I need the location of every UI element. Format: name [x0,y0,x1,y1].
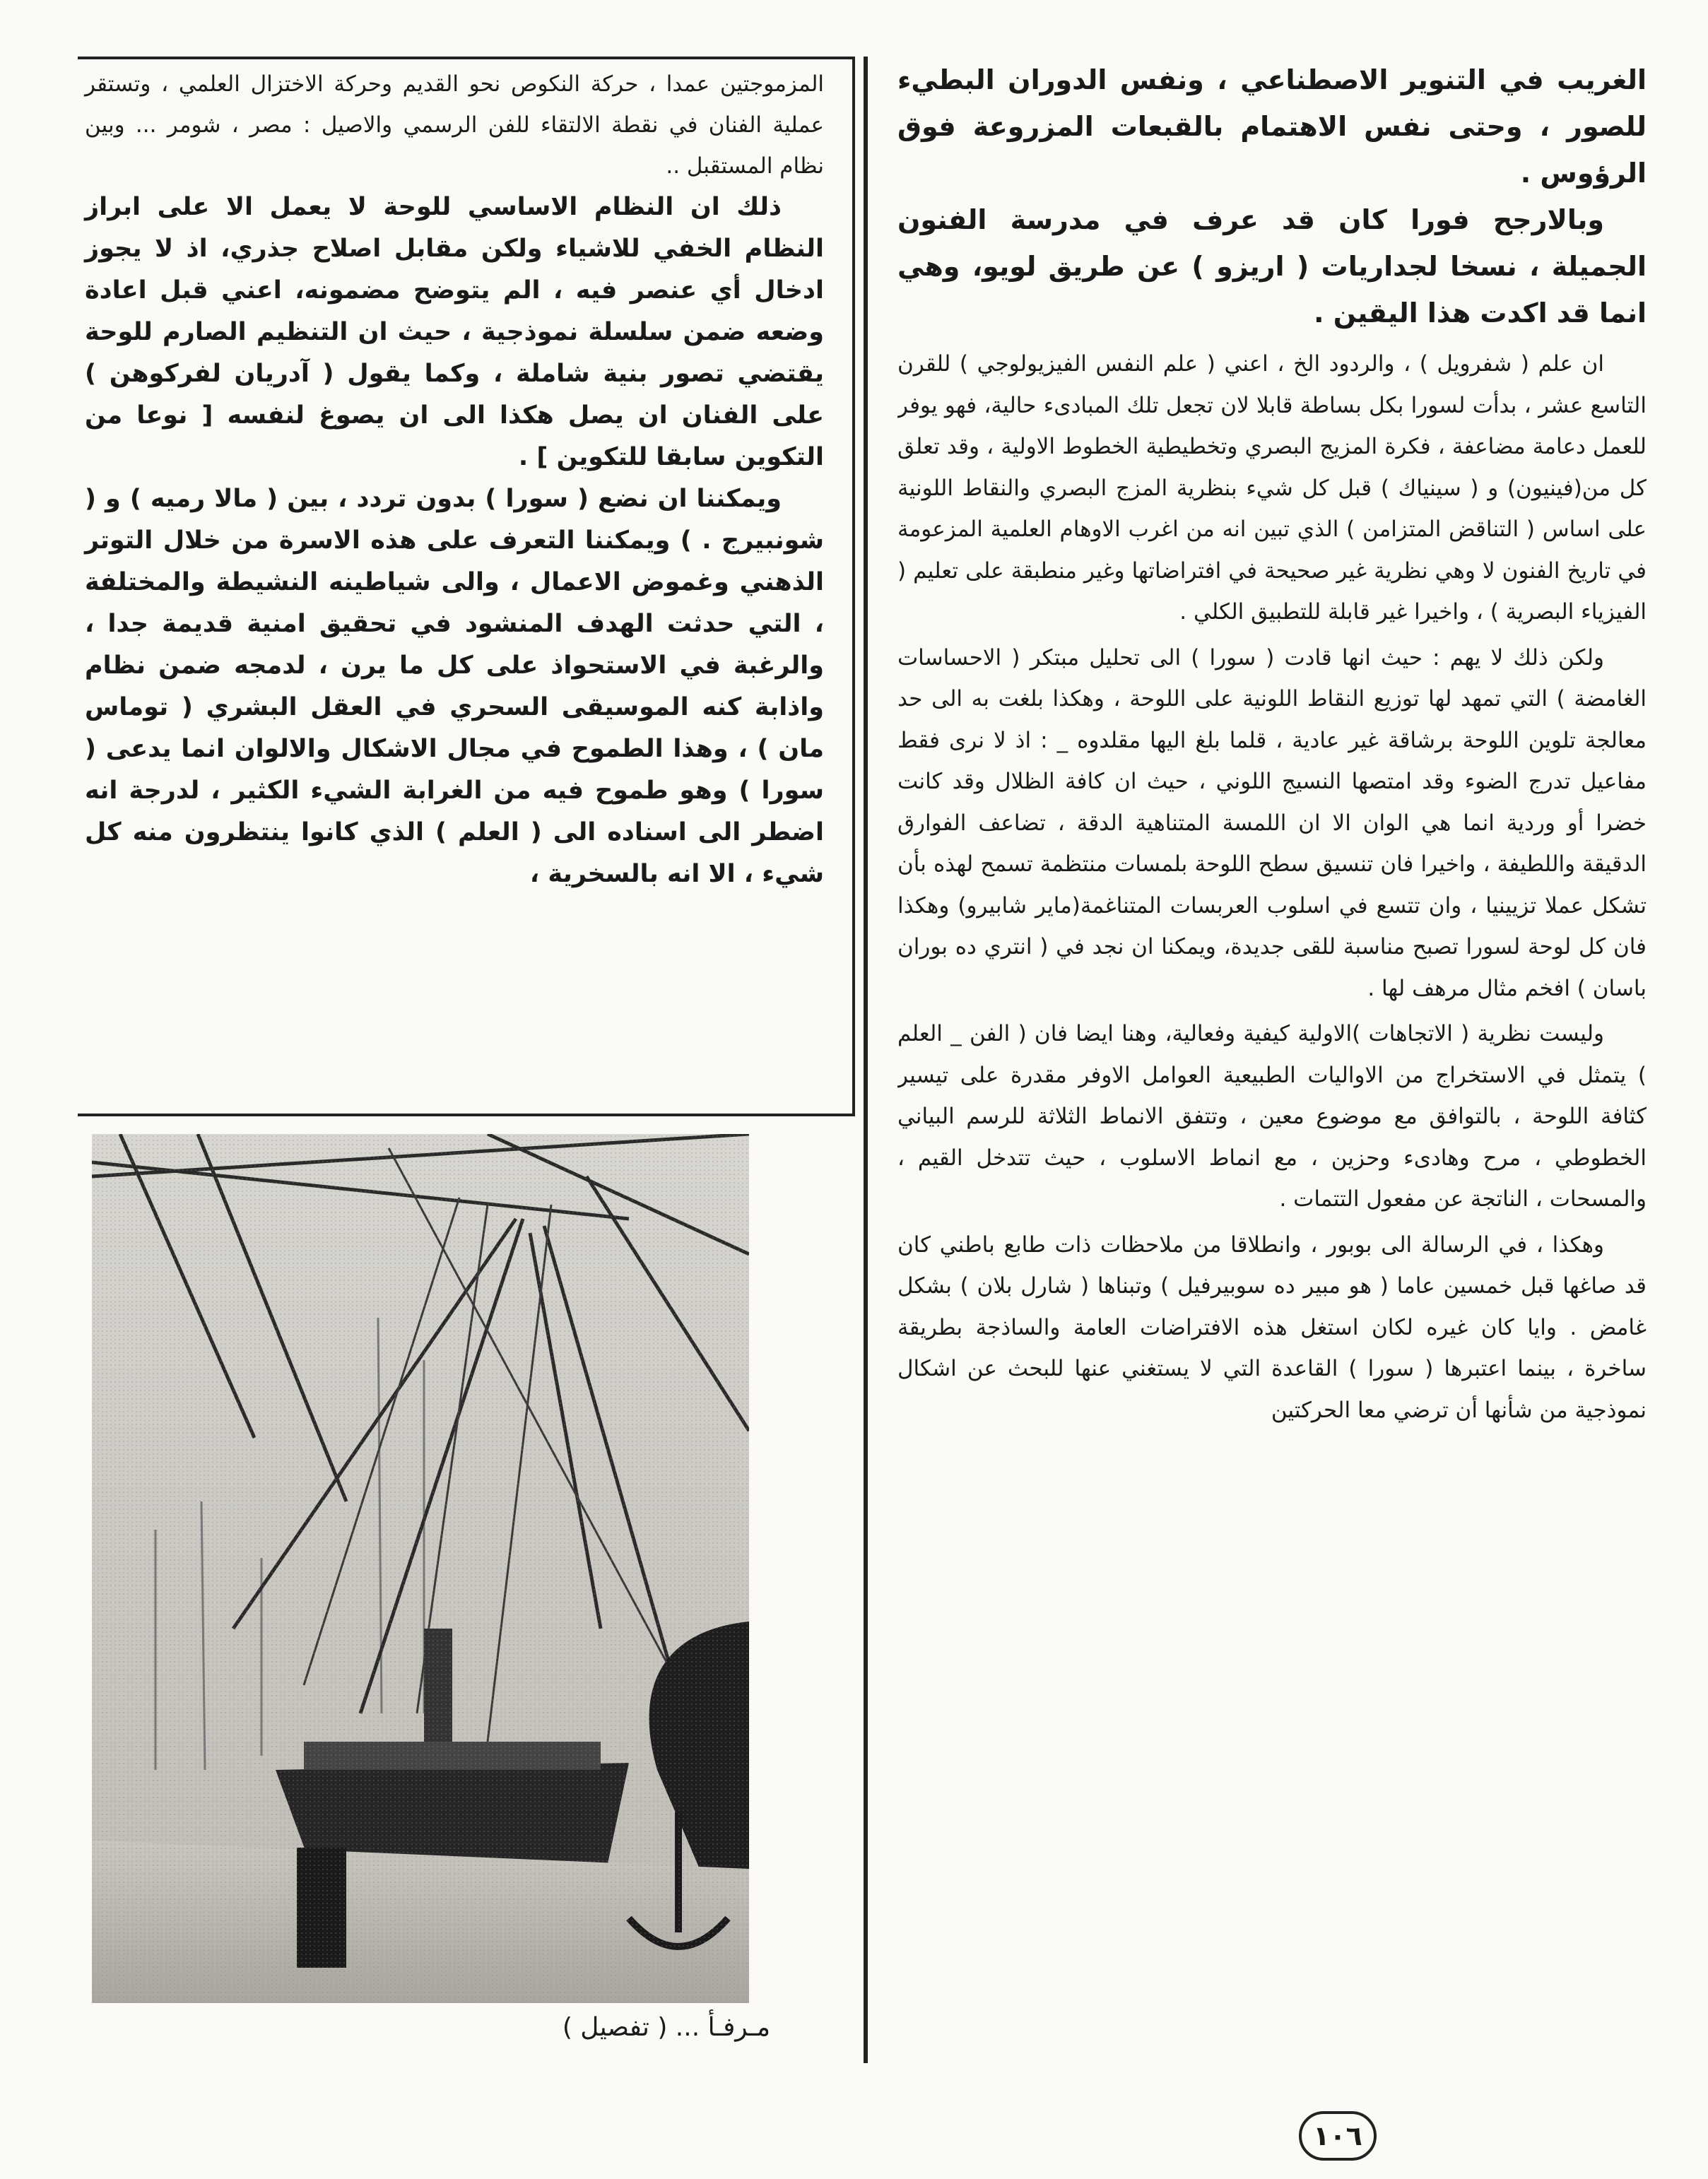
box-intro: المزموجتين عمدا ، حركة النكوص نحو القديم وحركة الاختزال العلمي ، وتستقر عملية الفنان في نقطة الالتقاء للفن الرسمي والاصيل : مصر ، شومر ... وبين نظام المستقبل .. [85,71,824,179]
box-paragraph: ذلك ان النظام الاساسي للوحة لا يعمل الا على ابراز النظام الخفي للاشياء ولكن مقابل اصلاح جذري، اذ لا يجوز ادخال أي عنصر فيه ، الم يتوضح مضمونه، اعني قبل اعادة وضعه ضمن سلسلة نموذجية ، حيث ان التنظيم الصارم للوحة يقتضي تصور بنية شاملة ، وكما يقول ( آدريان لفركوهن ) على الفنان ان يصل هكذا الى ان يصوغ لنفسه [ نوعا من التكوين سابقا للتكوين ] . [85,193,824,471]
column-divider [864,57,868,2063]
right-column [897,57,1647,2084]
paragraph: ولكن ذلك لا يهم : حيث انها قادت ( سورا ) الى تحليل مبتكر ( الاحساسات الغامضة ) التي تمهد لها توزيع النقاط اللونية على اللوحة ، وهكذا بلغت به الى حد معالجة تلوين اللوحة برشاقة غير عادية ، قلما بلغ اليها مقلدوه _ : اذ لا نرى فقط مفاعيل تدرج الضوء وقد امتصها النسيج اللوني ، حيث ان كافة الظلال وقد كانت خضرا أو وردية انما هي الوان الا ان اللمسة المتناهية الدقة ، تضاعف الفوارق الدقيقة واللطيفة ، واخيرا فان تنسيق سطح اللوحة بلمسات منتظمة تسمح لهذه بأن تشكل عملا تزيينيا ، وان تتسع في اسلوب العربسات المتناغمة(ماير شابيرو) وهكذا فان كل لوحة لسورا تصبح مناسبة للقى جديدة، ويمكنا ان نجد في ( انتري ده بوران باسان ) افخم مثال مرهف لها . [897,644,1647,1001]
paragraph: وهكذا ، في الرسالة الى بوبور ، وانطلاقا من ملاحظات ذات طابع باطني كان قد صاغها قبل خمسين عاما ( هو مبير ده سوبيرفيل ) وتبناها ( شارل بلان ) بشكل غامض . وايا كان غيره لكان استغل هذه الافتراضات العامة والساذجة بطريقة ساخرة ، بينما اعتبرها ( سورا ) القاعدة التي لا يستغني عنها للبحث عن اشكال نموذجية من شأنها أن ترضي معا الحركتين [897,1232,1647,1423]
body-text [897,343,1647,1431]
paragraph: ان علم ( شفرويل ) ، والردود الخ ، اعني ( علم النفس الفيزيولوجي ) للقرن التاسع عشر ، بدأت لسورا بكل بساطة قابلا لان تجعل تلك المبادىء حالية، فهو يوفر للعمل دعامة مضاعفة ، فكرة المزيج البصري وتخطيطية الخطوط الاولية ، وقد تعلق كل من(فينيون) و ( سينياك ) قبل كل شيء بنظرية المزج البصري والنقاط اللونية على اساس ( التناقض المتزامن ) الذي تبين انه من اغرب الاوهام العلمية المزعومة في تاريخ الفنون لا وهي نظرية غير صحيحة في افتراضاتها وغير منطبقة على تعليم ( الفيزياء البصرية ) ، واخيرا غير قابلة للتطبيق الكلي . [897,351,1647,625]
lead-paragraph: الغريب في التنوير الاصطناعي ، ونفس الدوران البطيء للصور ، وحتى نفس الاهتمام بالقبعات المزروعة فوق الرؤوس . [897,64,1647,189]
boxed-text [78,57,855,1116]
paragraph: وليست نظرية ( الاتجاهات )الاولية كيفية وفعالية، وهنا ايضا فان ( الفن _ العلم ) يتمثل في الاستخراج من الاواليات الطبيعية العوامل الاوفر مقدرة على تيسير كثافة اللوحة ، بالتوافق مع موضوع معين ، وتتفق الانماط الثلاثة للرسم البياني الخطوطي ، مرح وهادىء وحزين ، مع انماط الاسلوب ، حيث تتدخل القيم ، والمسحات ، الناتجة عن مفعول التتمات . [897,1021,1647,1212]
page-number: ١٠٦ [1299,2111,1377,2161]
harbor-painting-image [92,1134,749,2003]
box-paragraph: ويمكننا ان نضع ( سورا ) بدون تردد ، بين ( مالا رميه ) و ( شونبيرج . ) ويمكننا التعرف على هذه الاسرة من خلال التوتر الذهني وغموض الاعمال ، والى شياطينه النشيطة والمختلفة ، التي حدثت الهدف المنشود في تحقيق امنية قديمة جدا ، والرغبة في الاستحواذ على كل ما يرن ، لدمجه ضمن نظام واذابة كنه الموسيقى السحري في العقل البشري ( توماس مان ) ، وهذا الطموح في مجال الاشكال والالوان انما يدعى ( سورا ) وهو طموح فيه من الغرابة الشيء الكثير ، لدرجة انه اضطر الى اسناده الى ( العلم ) الذي كانوا ينتظرون منه كل شيء ، الا انه بالسخرية ، [85,485,824,888]
lead-text [897,57,1647,336]
image-caption: مـرفـأ ... ( تفصيل ) [562,2013,770,2042]
lead-paragraph: وبالارجح فورا كان قد عرف في مدرسة الفنون الجميلة ، نسخا لجداريات ( اريزو ) عن طريق لويو، وهي انما قد اكدت هذا اليقين . [897,204,1647,329]
